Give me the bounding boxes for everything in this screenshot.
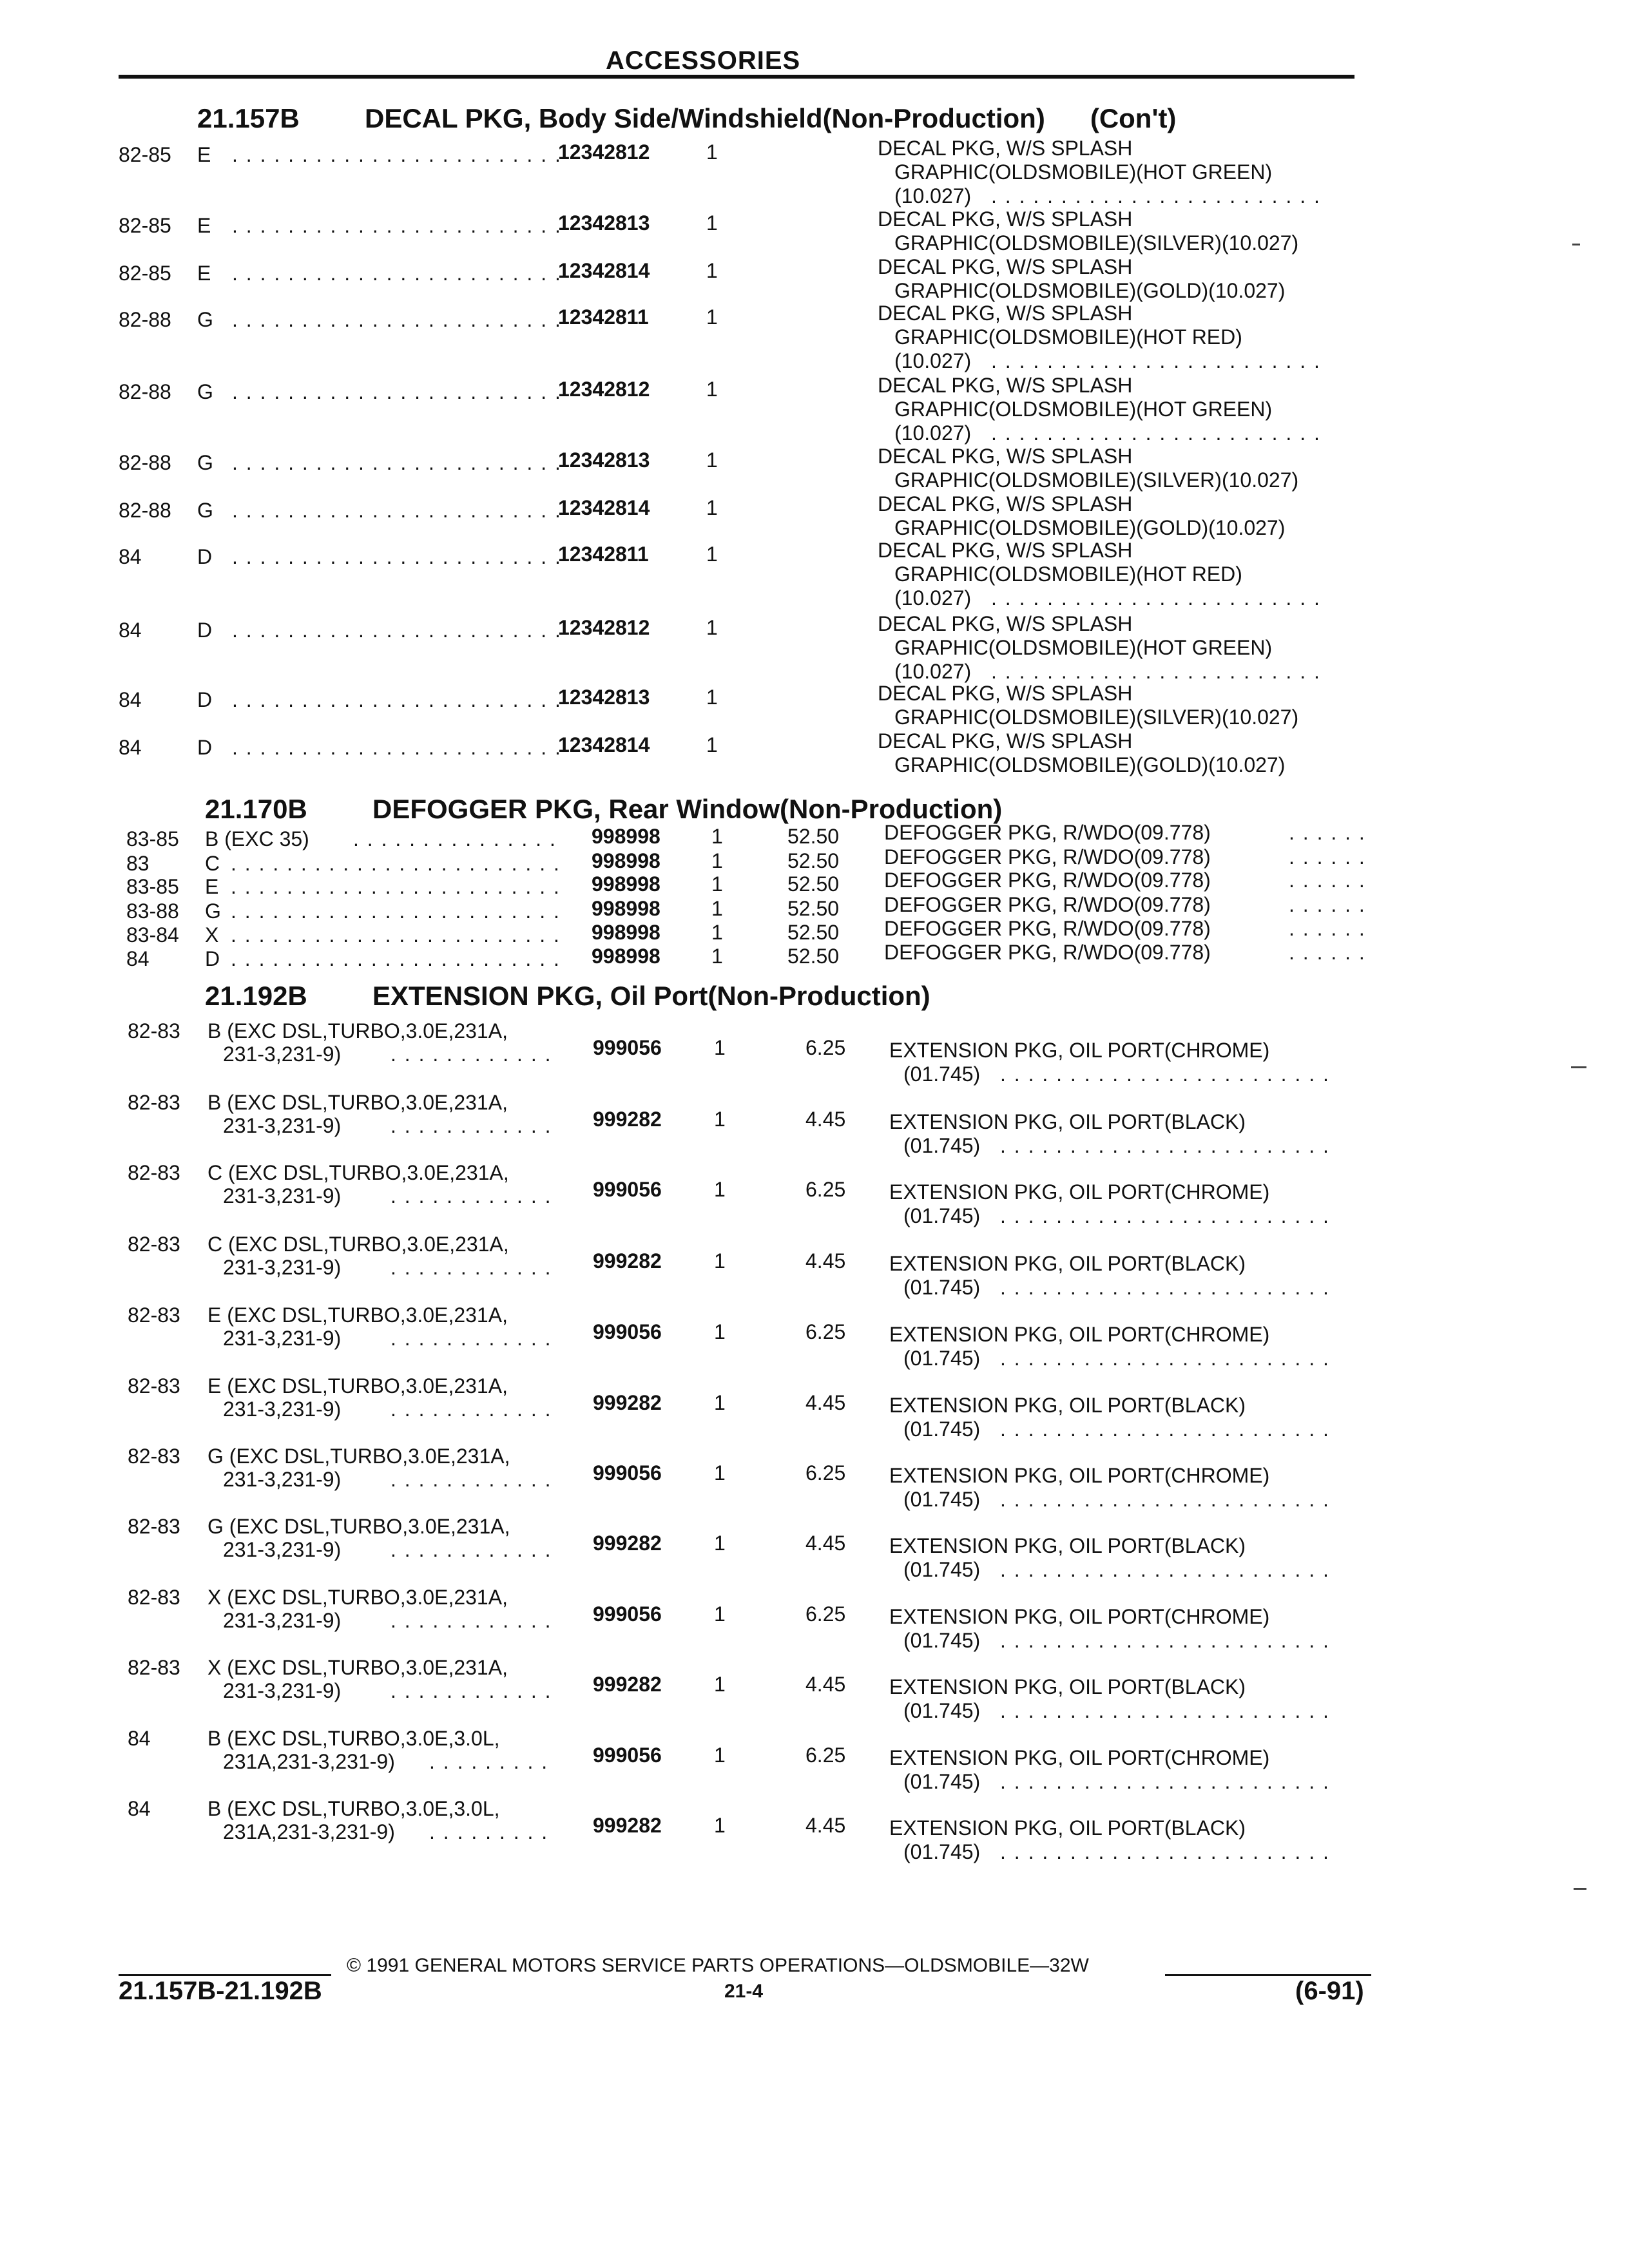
dot-leader: . . . . . . . . . . . . . . . . . . . . . . . . — [991, 349, 1321, 372]
quantity: 1 — [714, 1461, 726, 1485]
price: 4.45 — [805, 1673, 846, 1696]
quantity: 1 — [711, 825, 723, 848]
year-range: 82-88 — [119, 380, 171, 403]
dot-leader: . . . . . . . . . . . . — [390, 1184, 552, 1207]
year-range: 84 — [119, 545, 142, 568]
description-line: EXTENSION PKG, OIL PORT(CHROME) — [889, 1323, 1270, 1346]
description-line: (10.027) — [894, 349, 972, 372]
description-line: DECAL PKG, W/S SPLASH — [878, 302, 1133, 325]
description-line: EXTENSION PKG, OIL PORT(BLACK) — [889, 1816, 1246, 1840]
description-line: GRAPHIC(OLDSMOBILE)(SILVER)(10.027) — [894, 231, 1299, 255]
year-range: 82-85 — [119, 214, 171, 237]
description-line: GRAPHIC(OLDSMOBILE)(HOT GREEN) — [894, 636, 1273, 659]
year-range: 82-83 — [128, 1233, 180, 1256]
year-range: 83-84 — [126, 923, 179, 947]
price: 52.50 — [787, 825, 840, 848]
description-line: EXTENSION PKG, OIL PORT(CHROME) — [889, 1746, 1270, 1769]
part-description — [884, 893, 1211, 917]
quantity: 1 — [706, 305, 718, 329]
part-number: 12342812 — [558, 140, 650, 164]
description-line: DECAL PKG, W/S SPLASH — [878, 612, 1133, 635]
year-range: 82-83 — [128, 1515, 180, 1538]
description-line: DECAL PKG, W/S SPLASH — [878, 539, 1133, 562]
series-code: B (EXC 35) — [205, 827, 309, 850]
footer-date: (6-91) — [1295, 1977, 1364, 2005]
dot-leader: . . . . . . . . . . . . . . . . . . . . . . . . — [1000, 1840, 1330, 1863]
description-line: DEFOGGER PKG, R/WDO(09.778) — [884, 869, 1211, 892]
dot-leader: . . . . . . . . . . . . . . . . . . . . . . . . — [231, 852, 561, 875]
part-number: 998998 — [592, 825, 660, 848]
dot-leader: . . . . . . . . . . . . . . . . . . . . . . . . — [991, 586, 1321, 610]
dot-leader: . . . . . . . . . . . . . . . . . . . . . . . . — [1000, 1629, 1330, 1652]
dot-leader: . . . . . . . . . — [429, 1820, 549, 1843]
description-line: GRAPHIC(OLDSMOBILE)(SILVER)(10.027) — [894, 468, 1299, 492]
quantity: 1 — [706, 496, 718, 519]
footer-rule-left — [119, 1974, 331, 1976]
description-line: DECAL PKG, W/S SPLASH — [878, 682, 1133, 705]
series-code: E — [197, 262, 211, 285]
series-code: X (EXC DSL,TURBO,3.0E,231A, — [207, 1656, 508, 1679]
dot-leader: . . . . . . . . . . . . . . . . . . . . . . . . — [1000, 1418, 1330, 1441]
year-range: 82-83 — [128, 1091, 180, 1114]
description-line: EXTENSION PKG, OIL PORT(BLACK) — [889, 1252, 1246, 1275]
series-code: E — [205, 875, 219, 898]
description-line: DEFOGGER PKG, R/WDO(09.778) — [884, 821, 1211, 844]
description-line: EXTENSION PKG, OIL PORT(CHROME) — [889, 1039, 1270, 1062]
dot-leader: . . . . . . . . . . . . — [390, 1468, 552, 1491]
year-range: 82-83 — [128, 1445, 180, 1468]
series-code: G — [197, 308, 213, 331]
description-line: (01.745) — [903, 1840, 981, 1863]
dot-leader: . . . . . . . . . . . . . . . . . . . . . . . . — [1000, 1134, 1330, 1157]
description-line: (01.745) — [903, 1558, 981, 1581]
part-description — [884, 917, 1211, 941]
price: 6.25 — [805, 1178, 846, 1201]
series-code-cont: 231-3,231-9) — [223, 1609, 342, 1632]
description-line: (01.745) — [903, 1699, 981, 1722]
part-number: 998998 — [592, 945, 660, 968]
part-number: 998998 — [592, 921, 660, 944]
part-number: 12342814 — [558, 496, 650, 519]
quantity: 1 — [714, 1036, 726, 1059]
price: 52.50 — [787, 897, 840, 920]
description-line: DEFOGGER PKG, R/WDO(09.778) — [884, 845, 1211, 869]
price: 52.50 — [787, 945, 840, 968]
quantity: 1 — [714, 1178, 726, 1201]
dot-leader: . . . . . . . . . . . . . . . . . . . . . . . . — [232, 308, 562, 331]
part-number: 998998 — [592, 872, 660, 896]
description-line: GRAPHIC(OLDSMOBILE)(HOT GREEN) — [894, 160, 1273, 184]
price: 6.25 — [805, 1744, 846, 1767]
quantity: 1 — [706, 733, 718, 756]
price: 4.45 — [805, 1814, 846, 1837]
description-line: (01.745) — [903, 1488, 981, 1511]
part-description — [878, 207, 1298, 255]
series-code: C (EXC DSL,TURBO,3.0E,231A, — [207, 1161, 509, 1184]
description-line: DECAL PKG, W/S SPLASH — [878, 255, 1133, 278]
description-line: (01.745) — [903, 1134, 981, 1157]
series-code: D — [197, 736, 213, 759]
part-description — [878, 445, 1298, 492]
year-range: 82-88 — [119, 499, 171, 522]
description-line: GRAPHIC(OLDSMOBILE)(SILVER)(10.027) — [894, 706, 1299, 729]
section-code: 21.192B — [205, 981, 307, 1011]
dot-leader: . . . . . . . . . . . . — [390, 1256, 552, 1279]
quantity: 1 — [711, 849, 723, 872]
part-number: 12342814 — [558, 259, 650, 282]
part-description — [884, 821, 1211, 845]
part-description — [884, 845, 1211, 869]
year-range: 83-88 — [126, 899, 179, 923]
series-code: X — [205, 923, 219, 947]
description-line: (01.745) — [903, 1204, 981, 1227]
series-code: D — [197, 619, 213, 642]
description-line: GRAPHIC(OLDSMOBILE)(GOLD)(10.027) — [894, 279, 1286, 302]
series-code-cont: 231-3,231-9) — [223, 1043, 342, 1066]
dot-leader: . . . . . . . . . . . . — [390, 1609, 552, 1632]
dot-leader: . . . . . . . . . . . . . . . . . . . . . . . . — [1000, 1204, 1330, 1227]
price: 52.50 — [787, 921, 840, 944]
part-description — [884, 941, 1211, 965]
dot-leader: . . . . . . — [1289, 893, 1366, 916]
section-heading — [205, 981, 930, 1012]
price: 6.25 — [805, 1320, 846, 1343]
section-heading — [197, 103, 1176, 134]
description-line: GRAPHIC(OLDSMOBILE)(GOLD)(10.027) — [894, 753, 1286, 776]
description-line: DEFOGGER PKG, R/WDO(09.778) — [884, 941, 1211, 964]
description-line: EXTENSION PKG, OIL PORT(BLACK) — [889, 1110, 1246, 1133]
series-code: D — [197, 545, 213, 568]
series-code: E — [197, 214, 211, 237]
part-number: 999056 — [593, 1178, 662, 1201]
dot-leader: . . . . . . . . . . . . . . . . . . . . . . . . — [232, 451, 562, 474]
section-title: DECAL PKG, Body Side/Windshield(Non-Production) — [365, 103, 1045, 133]
dot-leader: . . . . . . . . . . . . . . . . . . . . . . . . — [231, 899, 561, 923]
part-number: 999282 — [593, 1814, 662, 1837]
part-number: 12342812 — [558, 378, 650, 401]
quantity: 1 — [714, 1744, 726, 1767]
dot-leader: . . . . . . . . . . . . . . . . . . . . . . . . — [232, 214, 562, 237]
series-code: X (EXC DSL,TURBO,3.0E,231A, — [207, 1586, 508, 1609]
dot-leader: . . . . . . . . . . . . . . . . . . . . . . . . — [991, 184, 1321, 207]
series-code: B (EXC DSL,TURBO,3.0E,3.0L, — [207, 1797, 500, 1820]
description-line: DECAL PKG, W/S SPLASH — [878, 492, 1133, 515]
quantity: 1 — [706, 616, 718, 639]
series-code-cont: 231-3,231-9) — [223, 1327, 342, 1350]
series-code: C — [205, 852, 220, 875]
description-line: EXTENSION PKG, OIL PORT(CHROME) — [889, 1180, 1270, 1204]
description-line: DEFOGGER PKG, R/WDO(09.778) — [884, 893, 1211, 916]
dot-leader: . . . . . . . . . . . . — [390, 1538, 552, 1561]
dot-leader: . . . . . . . . . . . . — [390, 1043, 552, 1066]
part-number: 999282 — [593, 1108, 662, 1131]
series-code: D — [205, 947, 220, 970]
description-line: (10.027) — [894, 421, 972, 445]
description-line: GRAPHIC(OLDSMOBILE)(GOLD)(10.027) — [894, 516, 1286, 539]
description-line: (10.027) — [894, 586, 972, 610]
dot-leader: . . . . . . . . . . . . . . . . . . . . . . . . — [232, 143, 562, 166]
dot-leader: . . . . . . — [1289, 821, 1366, 844]
description-line: GRAPHIC(OLDSMOBILE)(HOT RED) — [894, 562, 1242, 586]
dot-leader: . . . . . . — [1289, 869, 1366, 892]
part-number: 12342811 — [558, 305, 649, 329]
part-description — [878, 492, 1285, 540]
dot-leader: . . . . . . . . . . . . . . . . . . . . . . . . — [1000, 1770, 1330, 1793]
quantity: 1 — [706, 259, 718, 282]
part-number: 999056 — [593, 1320, 662, 1343]
part-number: 999056 — [593, 1461, 662, 1485]
part-number: 999282 — [593, 1532, 662, 1555]
year-range: 84 — [119, 619, 142, 642]
year-range: 82-88 — [119, 308, 171, 331]
price: 52.50 — [787, 849, 840, 872]
description-line: (01.745) — [903, 1770, 981, 1793]
description-line: (10.027) — [894, 660, 972, 683]
price: 4.45 — [805, 1249, 846, 1273]
description-line: DECAL PKG, W/S SPLASH — [878, 729, 1133, 753]
description-line: EXTENSION PKG, OIL PORT(BLACK) — [889, 1534, 1246, 1557]
description-line: (01.745) — [903, 1629, 981, 1652]
series-code: E (EXC DSL,TURBO,3.0E,231A, — [207, 1374, 508, 1398]
dot-leader: . . . . . . . . . . . . — [390, 1398, 552, 1421]
year-range: 83-85 — [126, 827, 179, 850]
quantity: 1 — [714, 1673, 726, 1696]
series-code-cont: 231-3,231-9) — [223, 1256, 342, 1279]
price: 4.45 — [805, 1108, 846, 1131]
dot-leader: . . . . . . — [1289, 917, 1366, 940]
dot-leader: . . . . . . . . . . . . — [390, 1679, 552, 1702]
year-range: 83 — [126, 852, 149, 875]
quantity: 1 — [711, 897, 723, 920]
dot-leader: . . . . . . — [1289, 941, 1366, 964]
footer-copyright: © 1991 GENERAL MOTORS SERVICE PARTS OPERATIONS—OLDSMOBILE—32W — [347, 1955, 1089, 1976]
part-description — [878, 729, 1285, 777]
description-line: EXTENSION PKG, OIL PORT(CHROME) — [889, 1605, 1270, 1628]
year-range: 82-83 — [128, 1303, 180, 1327]
price: 6.25 — [805, 1036, 846, 1059]
year-range: 84 — [126, 947, 149, 970]
year-range: 82-83 — [128, 1586, 180, 1609]
quantity: 1 — [711, 921, 723, 944]
dot-leader: . . . . . . . . . . . . . . . . . . . . . . . . — [232, 688, 562, 711]
series-code: C (EXC DSL,TURBO,3.0E,231A, — [207, 1233, 509, 1256]
quantity: 1 — [711, 872, 723, 896]
year-range: 82-85 — [119, 262, 171, 285]
price: 4.45 — [805, 1532, 846, 1555]
part-number: 998998 — [592, 849, 660, 872]
description-line: (10.027) — [894, 184, 972, 207]
part-number: 12342813 — [558, 448, 650, 472]
part-number: 12342813 — [558, 211, 650, 235]
dot-leader: . . . . . . . . . . . . . . . . . . . . . . . . — [1000, 1488, 1330, 1511]
description-line: GRAPHIC(OLDSMOBILE)(HOT RED) — [894, 325, 1242, 349]
dot-leader: . . . . . . . . . . . . . . . . . . . . . . . . — [1000, 1062, 1330, 1086]
series-code: G (EXC DSL,TURBO,3.0E,231A, — [207, 1515, 510, 1538]
quantity: 1 — [711, 945, 723, 968]
dot-leader: . . . . . . . . . . . . . . . . . . . . . . . . — [232, 619, 562, 642]
description-line: (01.745) — [903, 1418, 981, 1441]
dot-leader: . . . . . . . . . — [429, 1750, 549, 1773]
quantity: 1 — [706, 686, 718, 709]
dot-leader: . . . . . . . . . . . . . . . . . . . . . . . . — [1000, 1699, 1330, 1722]
part-number: 999282 — [593, 1249, 662, 1273]
section-heading — [205, 794, 1002, 825]
dot-leader: . . . . . . . . . . . . . . . . . . . . . . . . — [231, 875, 561, 898]
series-code-cont: 231-3,231-9) — [223, 1468, 342, 1491]
part-description — [878, 255, 1285, 303]
series-code-cont: 231A,231-3,231-9) — [223, 1820, 395, 1843]
year-range: 84 — [119, 688, 142, 711]
section-continued: (Con't) — [1090, 103, 1177, 133]
series-code: G — [197, 380, 213, 403]
quantity: 1 — [706, 543, 718, 566]
series-code: B (EXC DSL,TURBO,3.0E,3.0L, — [207, 1727, 500, 1750]
quantity: 1 — [714, 1532, 726, 1555]
footer-rule-right — [1165, 1974, 1371, 1976]
year-range: 82-83 — [128, 1019, 180, 1043]
dot-leader: . . . . . . . . . . . . . . . . . . . . . . . . — [231, 923, 561, 947]
footer-page-number: 21-4 — [724, 1981, 764, 2002]
year-range: 82-83 — [128, 1374, 180, 1398]
dot-leader: . . . . . . . . . . . . . . . . . . . . . . . . — [232, 262, 562, 285]
quantity: 1 — [714, 1320, 726, 1343]
series-code: G — [197, 451, 213, 474]
dot-leader: . . . . . . — [1289, 845, 1366, 869]
header-rule — [119, 75, 1354, 79]
description-line: DECAL PKG, W/S SPLASH — [878, 374, 1133, 397]
description-line: EXTENSION PKG, OIL PORT(CHROME) — [889, 1464, 1270, 1487]
part-number: 999056 — [593, 1744, 662, 1767]
dot-leader: . . . . . . . . . . . . . . . . . . . . . . . . — [1000, 1347, 1330, 1370]
series-code: D — [197, 688, 213, 711]
description-line: GRAPHIC(OLDSMOBILE)(HOT GREEN) — [894, 398, 1273, 421]
part-number: 999056 — [593, 1602, 662, 1626]
description-line: (01.745) — [903, 1276, 981, 1299]
series-code-cont: 231A,231-3,231-9) — [223, 1750, 395, 1773]
part-description — [878, 682, 1298, 729]
series-code: E — [197, 143, 211, 166]
dot-leader: . . . . . . . . . . . . — [390, 1114, 552, 1137]
margin-tick — [1574, 1888, 1586, 1890]
dot-leader: . . . . . . . . . . . . . . . . . . . . . . . . — [991, 660, 1321, 683]
description-line: (01.745) — [903, 1062, 981, 1086]
section-title: EXTENSION PKG, Oil Port(Non-Production) — [372, 981, 930, 1011]
part-number: 12342811 — [558, 543, 649, 566]
series-code: G (EXC DSL,TURBO,3.0E,231A, — [207, 1445, 510, 1468]
part-number: 999056 — [593, 1036, 662, 1059]
series-code: E (EXC DSL,TURBO,3.0E,231A, — [207, 1303, 508, 1327]
quantity: 1 — [714, 1602, 726, 1626]
description-line: DECAL PKG, W/S SPLASH — [878, 137, 1133, 160]
margin-tick — [1572, 244, 1580, 245]
quantity: 1 — [706, 448, 718, 472]
part-number: 999282 — [593, 1391, 662, 1414]
series-code-cont: 231-3,231-9) — [223, 1538, 342, 1561]
part-number: 999282 — [593, 1673, 662, 1696]
year-range: 84 — [119, 736, 142, 759]
dot-leader: . . . . . . . . . . . . — [390, 1327, 552, 1350]
quantity: 1 — [706, 140, 718, 164]
series-code: B (EXC DSL,TURBO,3.0E,231A, — [207, 1019, 508, 1043]
quantity: 1 — [714, 1814, 726, 1837]
description-line: DEFOGGER PKG, R/WDO(09.778) — [884, 917, 1211, 940]
description-line: EXTENSION PKG, OIL PORT(BLACK) — [889, 1394, 1246, 1417]
part-description — [884, 869, 1211, 892]
section-code: 21.170B — [205, 794, 307, 824]
series-code-cont: 231-3,231-9) — [223, 1184, 342, 1207]
quantity: 1 — [714, 1249, 726, 1273]
year-range: 84 — [128, 1797, 151, 1820]
series-code: G — [197, 499, 213, 522]
part-number: 998998 — [592, 897, 660, 920]
dot-leader: . . . . . . . . . . . . . . . . . . . . . . . . — [232, 380, 562, 403]
page-title: ACCESSORIES — [606, 46, 801, 75]
description-line: EXTENSION PKG, OIL PORT(BLACK) — [889, 1675, 1246, 1698]
series-code: B (EXC DSL,TURBO,3.0E,231A, — [207, 1091, 508, 1114]
year-range: 82-88 — [119, 451, 171, 474]
dot-leader: . . . . . . . . . . . . . . . . . . . . . . . . — [232, 499, 562, 522]
quantity: 1 — [714, 1391, 726, 1414]
dot-leader: . . . . . . . . . . . . . . . . . . . . . . . . — [991, 421, 1321, 445]
series-code-cont: 231-3,231-9) — [223, 1114, 342, 1137]
series-code: G — [205, 899, 221, 923]
footer-range: 21.157B-21.192B — [119, 1977, 322, 2005]
year-range: 82-85 — [119, 143, 171, 166]
series-code-cont: 231-3,231-9) — [223, 1398, 342, 1421]
year-range: 84 — [128, 1727, 151, 1750]
price: 52.50 — [787, 872, 840, 896]
price: 4.45 — [805, 1391, 846, 1414]
part-number: 12342812 — [558, 616, 650, 639]
dot-leader: . . . . . . . . . . . . . . . . . . . . . . . . — [232, 736, 562, 759]
year-range: 82-83 — [128, 1161, 180, 1184]
description-line: (01.745) — [903, 1347, 981, 1370]
section-code: 21.157B — [197, 103, 300, 133]
description-line: DECAL PKG, W/S SPLASH — [878, 207, 1133, 231]
section-title: DEFOGGER PKG, Rear Window(Non-Production) — [372, 794, 1003, 824]
price: 6.25 — [805, 1602, 846, 1626]
year-range: 82-83 — [128, 1656, 180, 1679]
part-number: 12342813 — [558, 686, 650, 709]
part-number: 12342814 — [558, 733, 650, 756]
margin-tick — [1571, 1066, 1586, 1068]
series-code-cont: 231-3,231-9) — [223, 1679, 342, 1702]
quantity: 1 — [706, 211, 718, 235]
dot-leader: . . . . . . . . . . . . . . . . . . . . . . . . — [1000, 1276, 1330, 1299]
price: 6.25 — [805, 1461, 846, 1485]
dot-leader: . . . . . . . . . . . . . . . . . . . . . . . . — [231, 947, 561, 970]
dot-leader: . . . . . . . . . . . . . . . . . . . . . . . . — [1000, 1558, 1330, 1581]
quantity: 1 — [714, 1108, 726, 1131]
year-range: 83-85 — [126, 875, 179, 898]
dot-leader: . . . . . . . . . . . . . . . — [353, 827, 557, 850]
quantity: 1 — [706, 378, 718, 401]
description-line: DECAL PKG, W/S SPLASH — [878, 445, 1133, 468]
dot-leader: . . . . . . . . . . . . . . . . . . . . . . . . — [232, 545, 562, 568]
